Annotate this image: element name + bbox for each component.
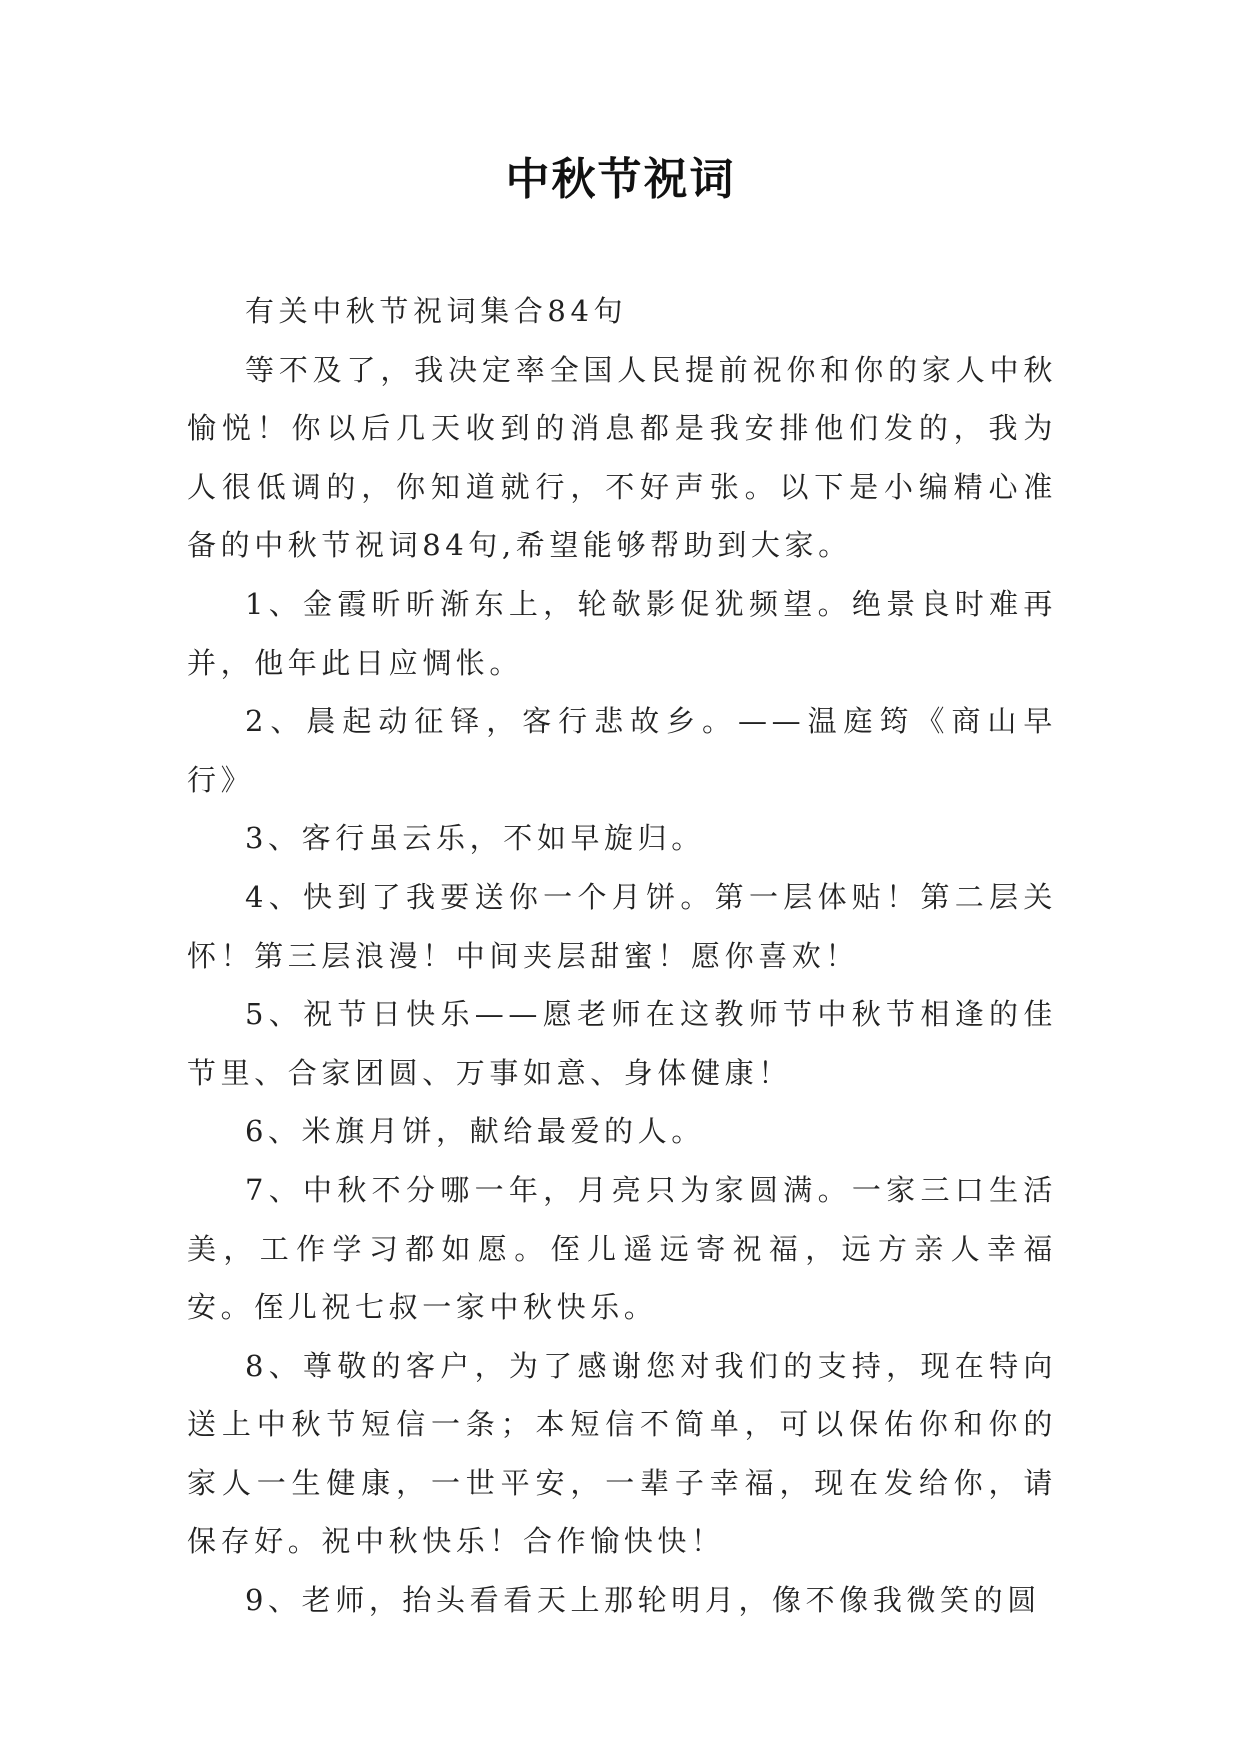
- paragraph-item-3: 3、客行虽云乐，不如早旋归。: [245, 821, 705, 856]
- paragraph-heading-line: 有关中秋节祝词集合84句: [245, 294, 628, 328]
- paragraph-item-8: 8、尊敬的客户，为了感谢您对我们的支持，现在特向送上中秋节短信一条；本短信不简单，可以保佑你和你的家人一生健康，一世平安，一辈子幸福，现在发给你，请保存好。祝中秋快乐！合作愉快快！: [187, 1348, 1057, 1559]
- paragraph-item-2: 2、晨起动征铎，客行悲故乡。——温庭筠《商山早行》: [187, 704, 1057, 797]
- paragraph-intro: 等不及了，我决定率全国人民提前祝你和你的家人中秋愉悦！你以后几天收到的消息都是我安排他们发的，我为人很低调的，你知道就行，不好声张。以下是小编精心准备的中秋节祝词84句,希望能够帮助到大家。: [187, 352, 1057, 563]
- paragraph-item-4: 4、快到了我要送你一个月饼。第一层体贴！第二层关怀！第三层浪漫！中间夹层甜蜜！愿你喜欢！: [187, 879, 1057, 973]
- document-title: 中秋节祝词: [505, 154, 736, 205]
- paragraph-item-9: 9、老师，抬头看看天上那轮明月，像不像我微笑的圆: [245, 1583, 1041, 1618]
- paragraph-item-7: 7、中秋不分哪一年，月亮只为家圆满。一家三口生活美，工作学习都如愿。侄儿遥远寄祝福，远方亲人幸福安。侄儿祝七叔一家中秋快乐。: [187, 1172, 1057, 1325]
- paragraph-item-5: 5、祝节日快乐——愿老师在这教师节中秋节相逢的佳节里、合家团圆、万事如意、身体健康！: [187, 997, 1057, 1090]
- document-body: [187, 282, 1057, 1630]
- paragraph-item-6: 6、米旗月饼，献给最爱的人。: [245, 1114, 705, 1149]
- paragraph-item-1: 1、金霞昕昕渐东上，轮欹影促犹频望。绝景良时难再并，他年此日应惆怅。: [187, 586, 1057, 680]
